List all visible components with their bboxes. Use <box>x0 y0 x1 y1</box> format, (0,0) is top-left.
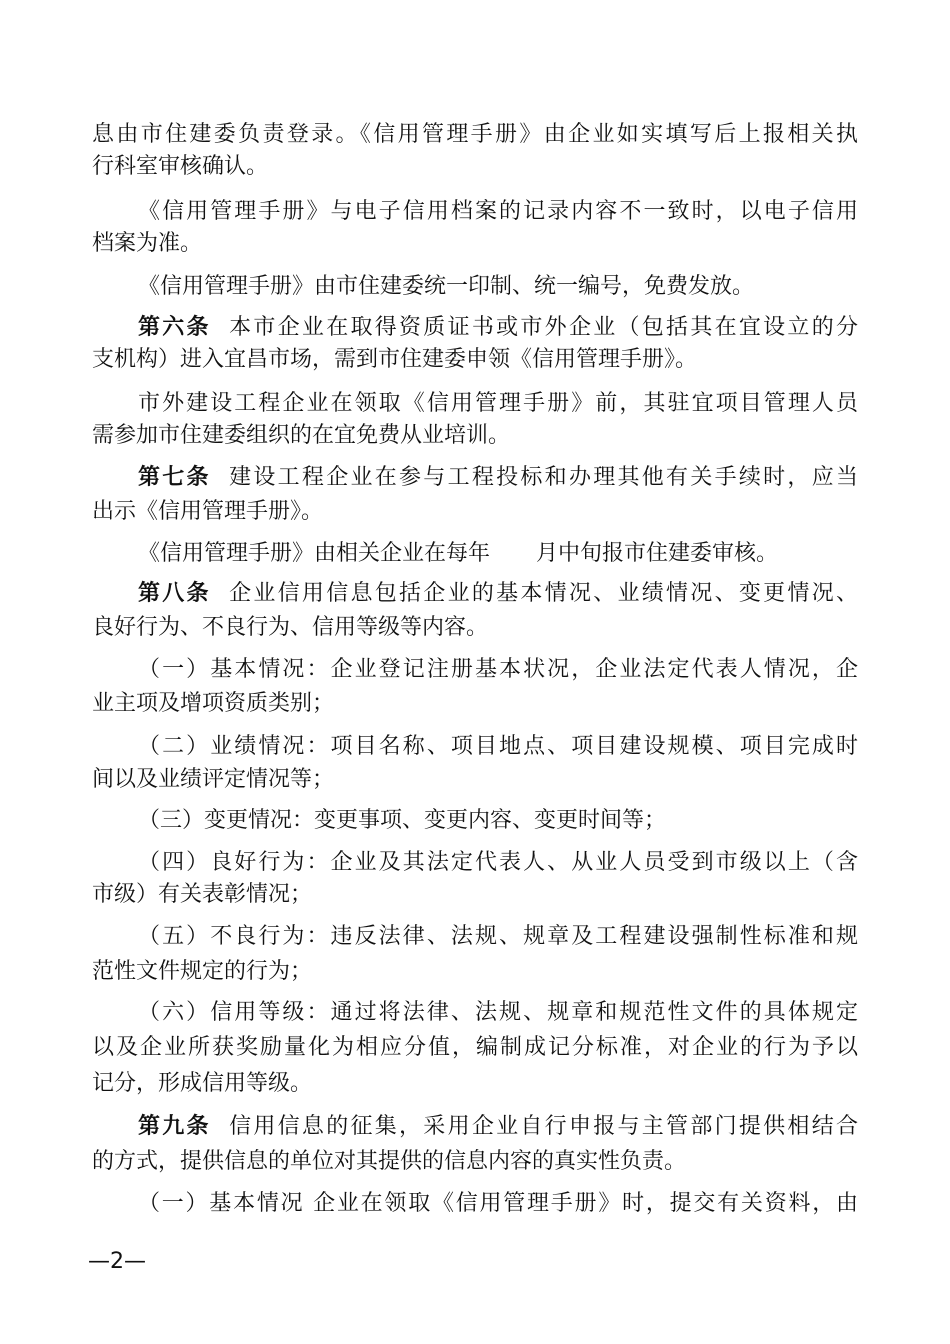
list-item-line: （一）基本情况 企业在领取《信用管理手册》时，提交有关资料，由 <box>138 1191 858 1216</box>
article-6-line <box>138 312 858 344</box>
paragraph-line: 息由市住建委负责登录。《信用管理手册》由企业如实填写后上报相关执 <box>92 122 858 147</box>
list-item-line: （二）业绩情况：项目名称、项目地点、项目建设规模、项目完成时 <box>138 734 858 759</box>
paragraph-line: 需参加市住建委组织的在宜免费从业培训。 <box>92 423 511 448</box>
article-7-line <box>138 462 858 494</box>
article-8-line <box>138 578 858 610</box>
paragraph-line: 行科室审核确认。 <box>92 154 269 179</box>
article-9-text: 信用信息的征集，采用企业自行申报与主管部门提供相结合 <box>226 1114 858 1139</box>
list-item-line: （四）良好行为：企业及其法定代表人、从业人员受到市级以上（含 <box>138 850 858 875</box>
article-8-title: 第八条 <box>138 581 211 606</box>
list-item-line: 记分，形成信用等级。 <box>92 1071 313 1096</box>
paragraph-line: 出示《信用管理手册》。 <box>92 499 324 524</box>
paragraph-text: 《信用管理手册》由相关企业在每年 <box>138 541 491 566</box>
list-item-line: （一）基本情况：企业登记注册基本状况，企业法定代表人情况，企 <box>138 657 858 682</box>
list-item-line: 以及企业所获奖励量化为相应分值，编制成记分标准，对企业的行为予以 <box>92 1035 858 1060</box>
list-item-line: 范性文件规定的行为； <box>92 959 313 984</box>
article-6-text: 本市企业在取得资质证书或市外企业（包括其在宜设立的分 <box>226 315 858 340</box>
paragraph-line: 《信用管理手册》与电子信用档案的记录内容不一致时，以电子信用 <box>138 199 858 224</box>
paragraph-line: 支机构）进入宜昌市场，需到市住建委申领《信用管理手册》。 <box>92 347 698 372</box>
article-6-title: 第六条 <box>138 315 211 340</box>
list-item-line: （五）不良行为：违反法律、法规、规章及工程建设强制性标准和规 <box>138 924 858 949</box>
paragraph-line <box>138 538 858 570</box>
article-7-text: 建设工程企业在参与工程投标和办理其他有关手续时，应当 <box>226 465 858 490</box>
list-item-line: 间以及业绩评定情况等； <box>92 767 335 792</box>
paragraph-line: 《信用管理手册》由市住建委统一印制、统一编号，免费发放。 <box>138 274 755 299</box>
paragraph-line: 的方式，提供信息的单位对其提供的信息内容的真实性负责。 <box>92 1149 687 1174</box>
paragraph-line: 档案为准。 <box>92 231 203 256</box>
list-item-line: 市级）有关表彰情况； <box>92 882 313 907</box>
article-9-title: 第九条 <box>138 1114 211 1139</box>
article-9-line <box>138 1111 858 1143</box>
paragraph-line: 市外建设工程企业在领取《信用管理手册》前，其驻宜项目管理人员 <box>138 391 858 416</box>
paragraph-text: 月中旬报市住建委审核。 <box>536 541 779 566</box>
list-item-line: （三）变更情况：变更事项、变更内容、变更时间等； <box>138 808 667 833</box>
list-item-line: （六）信用等级：通过将法律、法规、规章和规范性文件的具体规定 <box>138 1000 858 1025</box>
article-8-text: 企业信用信息包括企业的基本情况、业绩情况、变更情况、 <box>226 581 858 606</box>
page-number: —2— <box>88 1249 146 1274</box>
article-7-title: 第七条 <box>138 465 211 490</box>
list-item-line: 业主项及增项资质类别； <box>92 691 335 716</box>
paragraph-line: 良好行为、不良行为、信用等级等内容。 <box>92 615 489 640</box>
